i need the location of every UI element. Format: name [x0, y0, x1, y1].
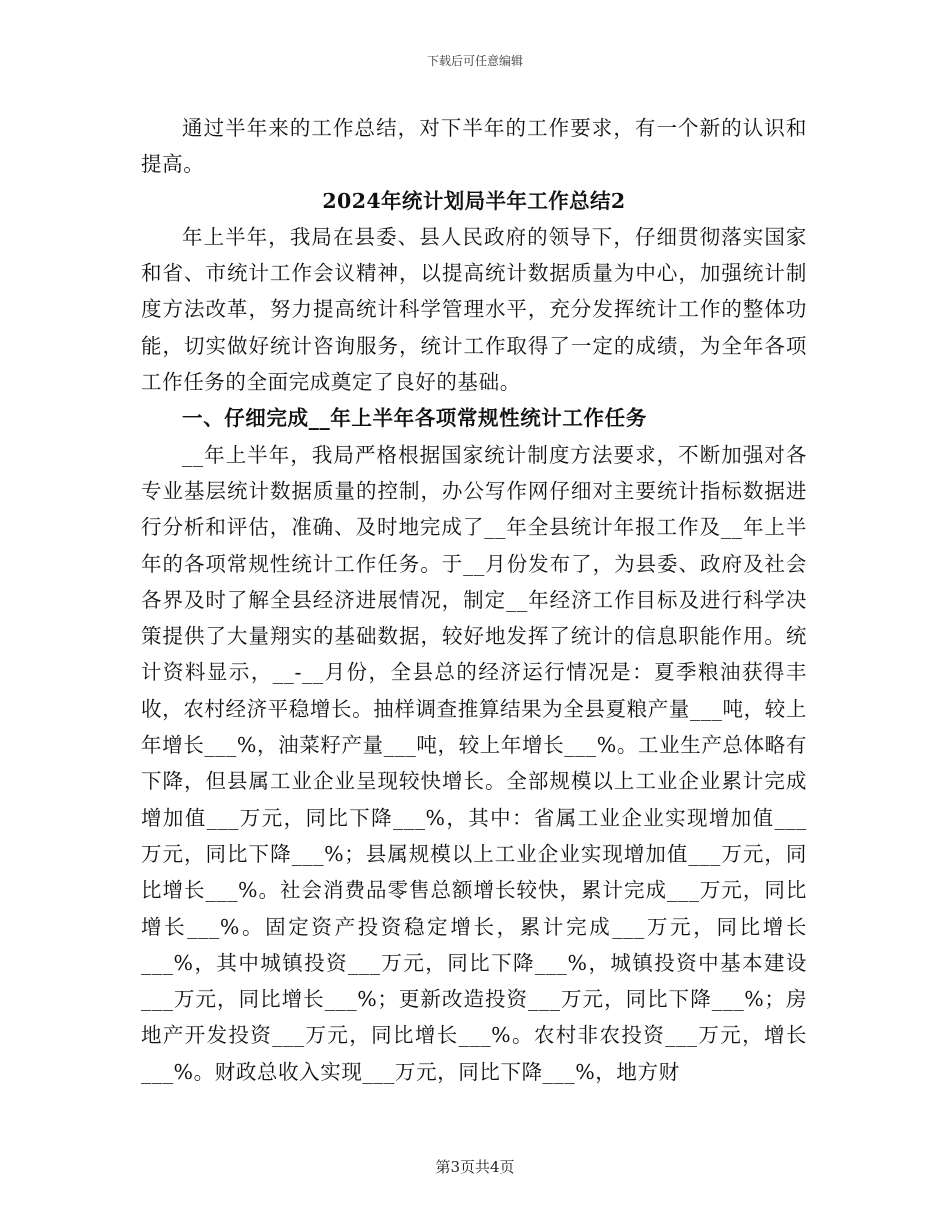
intro-paragraph: 通过半年来的工作总结，对下半年的工作要求，有一个新的认识和提高。 — [141, 116, 807, 177]
body-paragraph-1: 年上半年，我局在县委、县人民政府的领导下，仔细贯彻落实国家和省、市统计工作会议精神，以提高统计数据质量为中心，加强统计制度方法改革，努力提高统计科学管理水平，充分发挥统计工作的整体功能，切实做好统计咨询服务，统计工作取得了一定的成绩，为全年各项工作任务的全面完成奠定了良好的基础。 — [141, 224, 807, 395]
document-body — [141, 110, 807, 1090]
page-header-note: 下载后可任意编辑 — [426, 54, 523, 68]
section-title: 2024年统计划局半年工作总结2 — [322, 188, 626, 213]
section-heading-1: 一、仔细完成__年上半年各项常规性统计工作任务 — [182, 406, 647, 431]
page-number: 第3页共4页 — [435, 1158, 515, 1176]
body-paragraph-2: __年上半年，我局严格根据国家统计制度方法要求，不断加强对各专业基层统计数据质量的控制，办公写作网仔细对主要统计指标数据进行分析和评估，准确、及时地完成了__年全县统计年报工作及__年上半年的各项常规性统计工作任务。于__月份发布了，为县委、政府及社会各界及时了解全县经济进展情况，制定__年经济工作目标及进行科学决策提供了大量翔实的基础数据，较好地发挥了统计的信息职能作用。统计资料显示，__-__月份，全县总的经济运行情况是：夏季粮油获得丰收，农村经济平稳增长。抽样调查推算结果为全县夏粮产量___吨，较上年增长___%，油菜籽产量___吨，较上年增长___%。工业生产总体略有下降，但县属工业企业呈现较快增长。全部规模以上工业企业累计完成增加值___万元，同比下降___%，其中：省属工业企业实现增加值___万元，同比下降___%；县属规模以上工业企业实现增加值___万元，同比增长___%。社会消费品零售总额增长较快，累计完成___万元，同比增长___%。固定资产投资稳定增长，累计完成___万元，同比增长___%，其中城镇投资___万元，同比下降___%，城镇投资中基本建设___万元，同比增长___%；更新改造投资___万元，同比下降___%；房地产开发投资___万元，同比增长___%。农村非农投资___万元，增长___%。财政总收入实现___万元，同比下降___%，地方财 — [141, 442, 808, 1084]
